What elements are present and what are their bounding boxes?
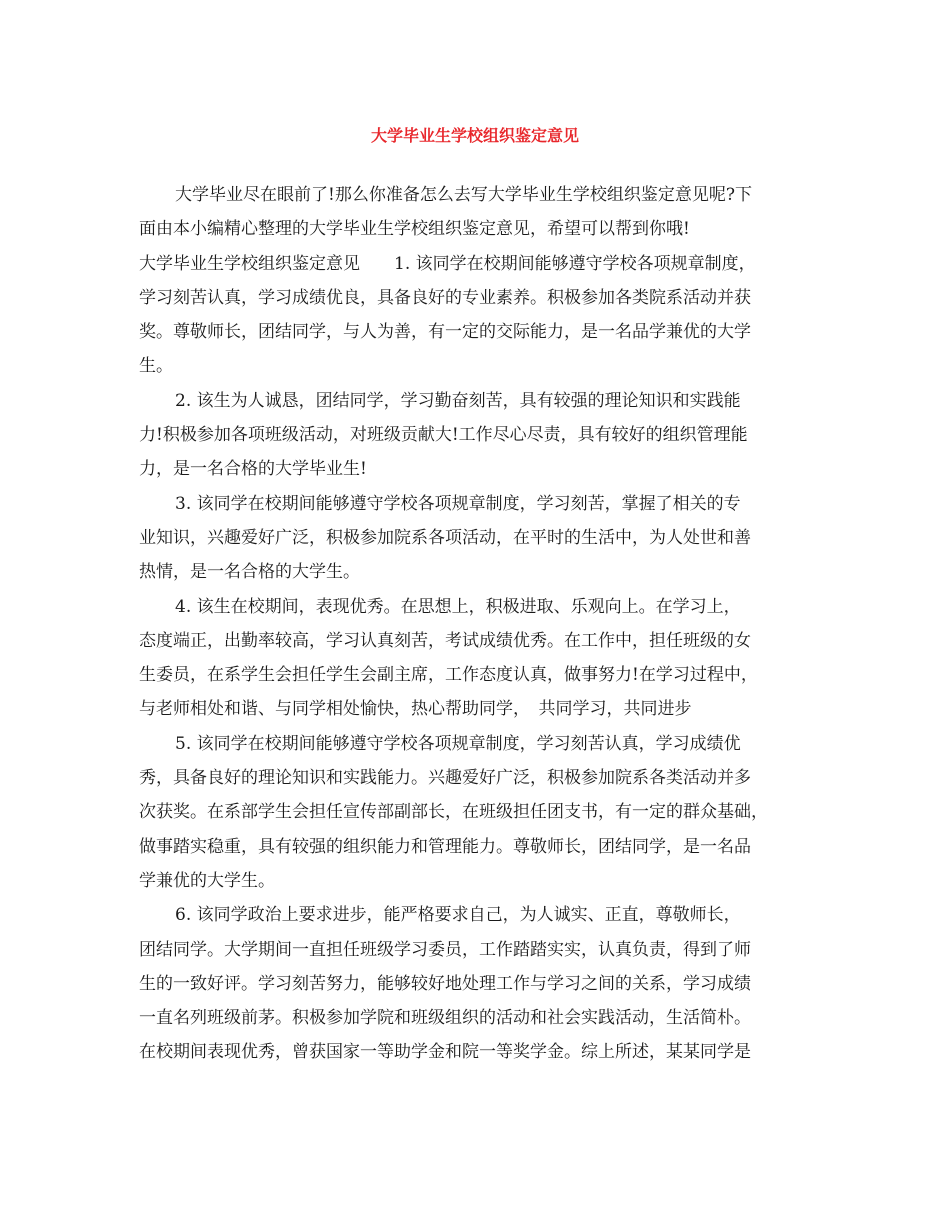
body-line: 奖。尊敬师长，团结同学，与人为善，有一定的交际能力，是一名品学兼优的大学	[139, 322, 751, 343]
body-line: 在校期间表现优秀，曾获国家一等助学金和院一等奖学金。综上所述，某某同学是	[139, 1042, 751, 1063]
body-line: 业知识，兴趣爱好广泛，积极参加院系各项活动，在平时的生活中，为人处世和善	[139, 527, 751, 548]
body-line: 5. 该同学在校期间能够遵守学校各项规章制度，学习刻苦认真，学习成绩优	[175, 733, 741, 754]
body-line: 大学毕业生学校组织鉴定意见 1. 该同学在校期间能够遵守学校各项规章制度，	[139, 253, 756, 274]
body-line: 次获奖。在系部学生会担任宣传部副部长，在班级担任团支书，有一定的群众基础，	[139, 802, 768, 823]
body-line: 3. 该同学在校期间能够遵守学校各项规章制度，学习刻苦，掌握了相关的专	[175, 493, 741, 514]
body-line: 秀，具备良好的理论知识和实践能力。兴趣爱好广泛，积极参加院系各类活动并多	[139, 768, 751, 789]
body-line: 面由本小编精心整理的大学毕业生学校组织鉴定意见，希望可以帮到你哦!	[139, 219, 690, 240]
body-line: 力，是一名合格的大学毕业生!	[139, 459, 367, 480]
body-line: 做事踏实稳重，具有较强的组织能力和管理能力。尊敬师长，团结同学，是一名品	[139, 836, 751, 857]
body-line: 2. 该生为人诚恳，团结同学，学习勤奋刻苦，具有较强的理论知识和实践能	[175, 390, 741, 411]
body-line: 一直名列班级前茅。积极参加学院和班级组织的活动和社会实践活动，生活简朴。	[139, 1008, 751, 1029]
body-line: 态度端正，出勤率较高，学习认真刻苦，考试成绩优秀。在工作中，担任班级的女	[139, 630, 751, 651]
body-line: 学兼优的大学生。	[139, 870, 275, 891]
body-line: 团结同学。大学期间一直担任班级学习委员，工作踏踏实实，认真负责，得到了师	[139, 939, 751, 960]
body-line: 生。	[139, 356, 173, 377]
document-body	[139, 178, 819, 1070]
body-line: 学习刻苦认真，学习成绩优良，具备良好的专业素养。积极参加各类院系活动并获	[139, 287, 751, 308]
body-line: 力!积极参加各项班级活动，对班级贡献大!工作尽心尽责，具有较好的组织管理能	[139, 425, 748, 446]
document-title: 大学毕业生学校组织鉴定意见	[370, 126, 579, 145]
body-line: 热情，是一名合格的大学生。	[139, 562, 360, 583]
body-line: 与老师相处和谐、与同学相处愉快，热心帮助同学， 共同学习，共同进步	[139, 699, 692, 720]
body-line: 生委员，在系学生会担任学生会副主席，工作态度认真，做事努力!在学习过程中，	[139, 665, 758, 686]
body-line: 生的一致好评。学习刻苦努力，能够较好地处理工作与学习之间的关系，学习成绩	[139, 973, 751, 994]
body-line: 4. 该生在校期间，表现优秀。在思想上，积极进取、乐观向上。在学习上，	[175, 596, 741, 617]
body-line: 大学毕业尽在眼前了!那么你准备怎么去写大学毕业生学校组织鉴定意见呢?下	[175, 185, 752, 205]
body-line: 6. 该同学政治上要求进步，能严格要求自己，为人诚实、正直，尊敬师长，	[175, 905, 741, 926]
